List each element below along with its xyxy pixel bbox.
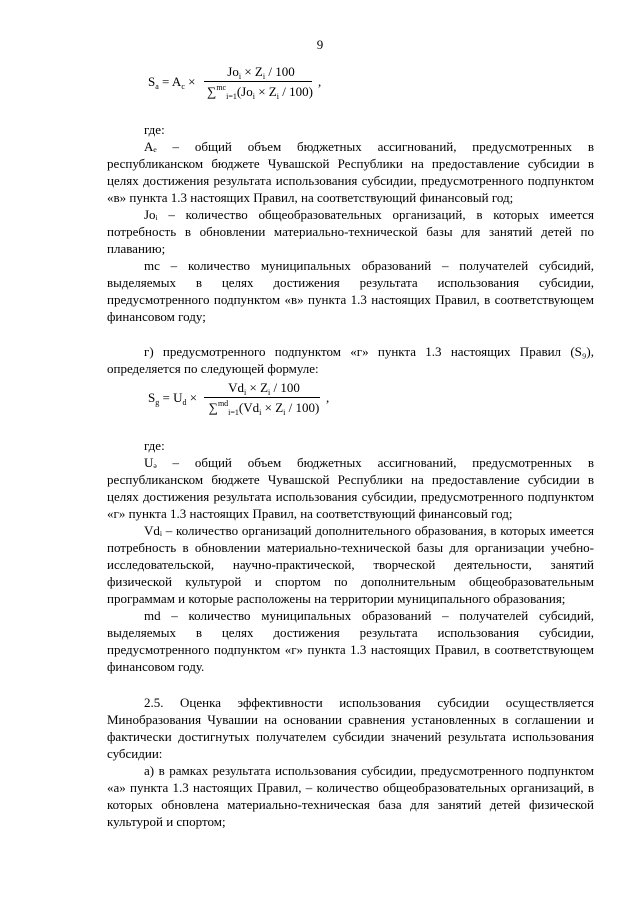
definition-vd: Vdᵢ – количество организаций дополнительного образования, в которых имеется потребность в обновлении материально-технической базы для организации учебно-исследовательской, научно-практической, творческой деятельности, занятий физической культурой и спортом по дополнительным общеобразовательным программам и которые расположены на территории муниципального образования; [107,523,594,606]
formula-lhs: $S_a = A_c$ × [148,74,196,91]
formula-denominator: $\sum^{mc}_{i=1}(Jo_i \times Z_i / 100)$ [207,83,313,101]
text-block-2 [107,437,594,675]
definition-md: md – количество муниципальных образований – получателей субсидий, выделяемых в целях достижения результата использования субсидии, предусмотренного подпунктом «г» пункта 1.3 настоящих Правил, в соответствующем финансовом году. [107,608,594,674]
fraction-bar [204,81,312,82]
subparagraph-a: а) в рамках результата использования субсидии, предусмотренного подпунктом «а» пункта 1.3 настоящих Правил, – количество общеобразовательных организаций, в которых обновлена материально-техническая база для занятий детей физической культурой и спортом; [107,763,594,829]
formula-comma: , [318,74,322,89]
where-label: где: [144,438,165,453]
subparagraph-g: г) предусмотренного подпунктом «г» пункта 1.3 настоящих Правил (S₉), определяется по следующей формуле: [107,344,594,376]
formula-comma: , [326,390,330,405]
definition-mc: mc – количество муниципальных образований – получателей субсидий, выделяемых в целях достижения результата использования субсидии, предусмотренного подпунктом «в» пункта 1.3 настоящих Правил, в соответствующем финансовом году; [107,258,594,324]
definition-ud: Uₔ – общий объем бюджетных ассигнований, предусмотренных в республиканском бюджете Чувашской Республики на предоставление субсидии в целях достижения результата использования субсидии, предусмотренного подпунктом «г» пункта 1.3 настоящих Правил, на соответствующий финансовый год; [107,455,594,521]
definition-jo: Joᵢ – количество общеобразовательных организаций, в которых имеется потребность в обновлении материально-технической базы для занятий детей по плаванию; [107,207,594,256]
formula-sa [148,65,348,105]
formula-numerator: $Jo_i \times Z_i / 100$ [227,64,295,81]
formula-denominator: $\sum^{md}_{i=1}(Vd_i \times Z_i / 100)$ [208,399,320,417]
page-number: 9 [316,37,324,52]
text-block-1 [107,121,594,377]
fraction-bar [204,397,320,398]
formula-sg [148,381,358,421]
text-block-3 [107,694,594,830]
definition-ac: Aₑ – общий объем бюджетных ассигнований, предусмотренных в республиканском бюджете Чувашской Республики на предоставление субсидии в целях достижения результата использования субсидии, предусмотренного подпунктом «в» пункта 1.3 настоящих Правил, на соответствующий финансовый год; [107,139,594,205]
formula-numerator: $Vd_i \times Z_i / 100$ [228,380,300,397]
formula-lhs: $S_g = U_d$ × [148,390,198,407]
where-label: где: [144,122,165,137]
section-2-5: 2.5. Оценка эффективности использования субсидии осуществляется Минобразования Чувашии на основании сравнения установленных в соглашении и фактически достигнутых получателем субсидии значений результата использования субсидии: [107,695,594,761]
